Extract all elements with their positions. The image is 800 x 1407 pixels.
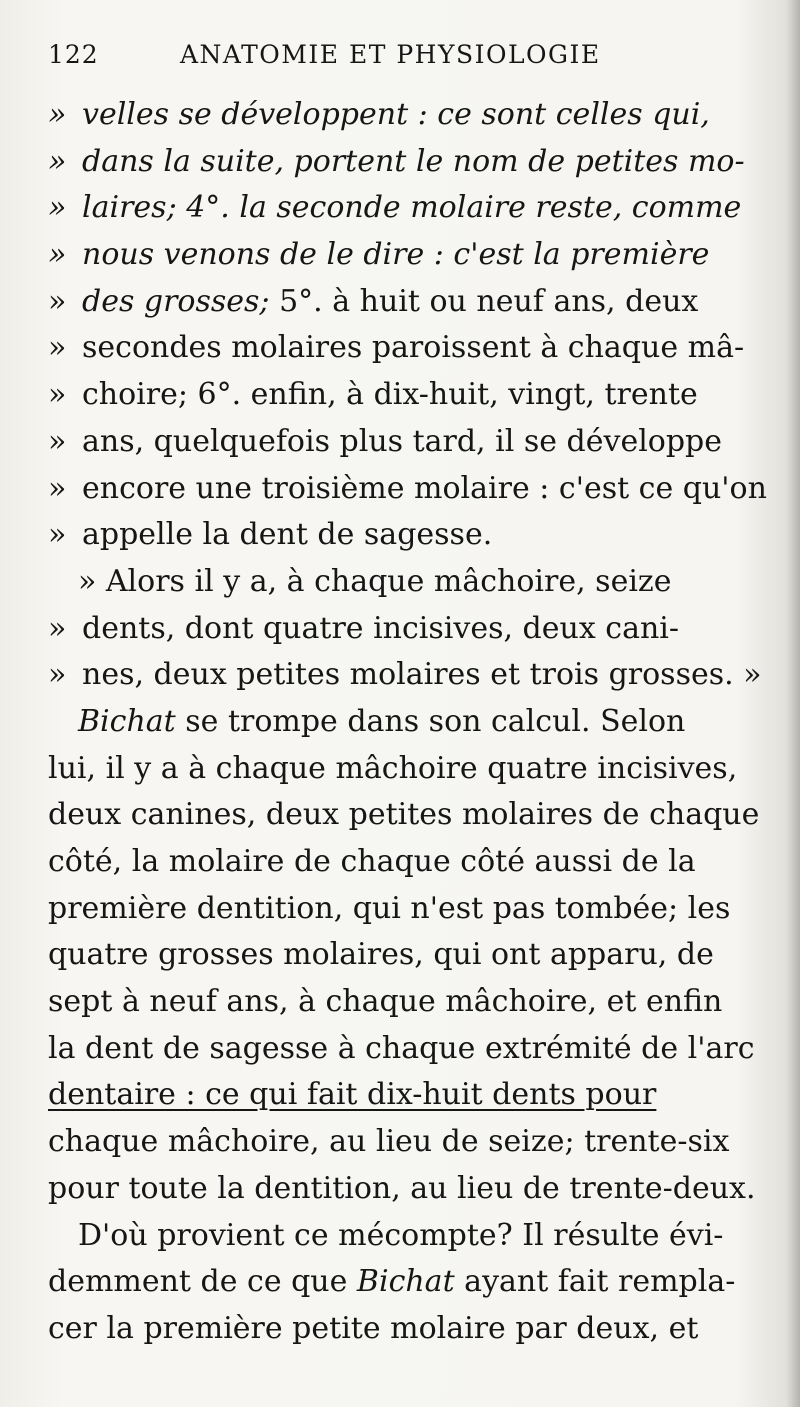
line-text: chaque mâchoire, au lieu de seize; trente-six: [48, 1124, 730, 1160]
text-line: [48, 185, 758, 232]
line-text: cer la première petite molaire par deux, et: [48, 1310, 699, 1346]
roman-run: se trompe dans son calcul. Selon: [175, 703, 686, 739]
text-line: [48, 419, 758, 466]
body-text: [48, 92, 767, 1353]
roman-run: ayant fait rempla-: [454, 1264, 736, 1300]
line-text: pour toute la dentition, au lieu de trente-deux.: [48, 1170, 756, 1206]
quote-mark: »: [48, 330, 67, 366]
line-text: appelle la dent de sagesse.: [82, 517, 493, 553]
text-line: [48, 886, 758, 933]
quote-mark: »: [48, 143, 67, 179]
line-text: lui, il y a à chaque mâchoire quatre incisives,: [48, 750, 738, 786]
italic-run: Bichat: [356, 1264, 455, 1300]
line-text: dentaire : ce qui fait dix-huit dents pour: [48, 1077, 657, 1113]
quote-mark: »: [48, 283, 67, 319]
text-line: [48, 466, 767, 513]
quote-mark: »: [48, 237, 67, 273]
text-line: [48, 92, 758, 139]
line-text: choire; 6°. enfin, à dix-huit, vingt, trente: [82, 377, 698, 413]
text-line: [48, 1119, 758, 1166]
line-text: secondes molaires paroissent à chaque mâ-: [82, 330, 745, 366]
running-head: ANATOMIE ET PHYSIOLOGIE: [180, 40, 601, 69]
roman-run: 5°. à huit ou neuf ans, deux: [269, 283, 699, 319]
text-line: [48, 559, 758, 606]
line-text: la dent de sagesse à chaque extrémité de l'arc: [48, 1030, 755, 1066]
italic-run: des grosses;: [82, 283, 270, 319]
quote-mark: »: [48, 610, 67, 646]
text-line: [48, 979, 758, 1026]
line-text: dents, dont quatre incisives, deux cani-: [82, 610, 680, 646]
text-line: [48, 325, 758, 372]
line-text: D'où provient ce mécompte? Il résulte évi-: [78, 1217, 724, 1253]
text-line: [48, 932, 758, 979]
line-text: première dentition, qui n'est pas tombée; les: [48, 890, 731, 926]
text-line: [48, 1026, 758, 1073]
text-line: [48, 279, 758, 326]
text-line: [48, 792, 758, 839]
quote-mark: »: [48, 97, 67, 132]
line-text-mixed: [48, 1259, 758, 1306]
line-text: sept à neuf ans, à chaque mâchoire, et enfin: [48, 984, 723, 1020]
line-text: côté, la molaire de chaque côté aussi de la: [48, 844, 696, 879]
quote-mark: »: [48, 423, 67, 459]
text-line: [48, 746, 758, 793]
text-line: [48, 512, 758, 559]
text-line: [48, 699, 758, 746]
quote-mark: »: [48, 657, 67, 693]
line-text: » Alors il y a, à chaque mâchoire, seize: [78, 563, 672, 599]
line-text: dans la suite, portent le nom de petites mo-: [82, 143, 745, 179]
quote-mark: »: [48, 377, 67, 413]
line-text: nous venons de le dire : c'est la première: [82, 237, 710, 273]
text-line: [48, 1259, 758, 1306]
text-line: [48, 652, 762, 699]
quote-mark: »: [48, 190, 67, 226]
line-text-mixed: [78, 699, 758, 746]
line-text: deux canines, deux petites molaires de chaque: [48, 797, 760, 833]
text-line: [48, 606, 758, 653]
line-text: quatre grosses molaires, qui ont apparu, de: [48, 937, 714, 973]
page-number: 122: [48, 40, 99, 69]
text-line: [48, 139, 758, 186]
page-gutter-shadow: [786, 0, 800, 1407]
line-text: encore une troisième molaire : c'est ce qu'on: [82, 470, 767, 506]
text-line: [48, 1213, 758, 1260]
roman-run: demment de ce que: [48, 1264, 357, 1300]
quote-mark: »: [48, 517, 67, 553]
text-line: [48, 1306, 758, 1353]
line-text: nes, deux petites molaires et trois grosses. »: [82, 657, 762, 693]
text-line: [48, 232, 758, 279]
line-text-mixed: [82, 279, 758, 326]
text-line: [48, 839, 758, 886]
line-text: laires; 4°. la seconde molaire reste, comme: [82, 190, 742, 226]
page-header: [48, 40, 768, 80]
text-line: [48, 1166, 758, 1213]
line-text: velles se développent : ce sont celles qui,: [82, 97, 710, 132]
line-text: ans, quelquefois plus tard, il se développe: [82, 423, 723, 459]
text-line: [48, 1072, 758, 1119]
quote-mark: »: [48, 470, 67, 506]
italic-run: Bichat: [78, 703, 176, 739]
text-line: [48, 372, 758, 419]
